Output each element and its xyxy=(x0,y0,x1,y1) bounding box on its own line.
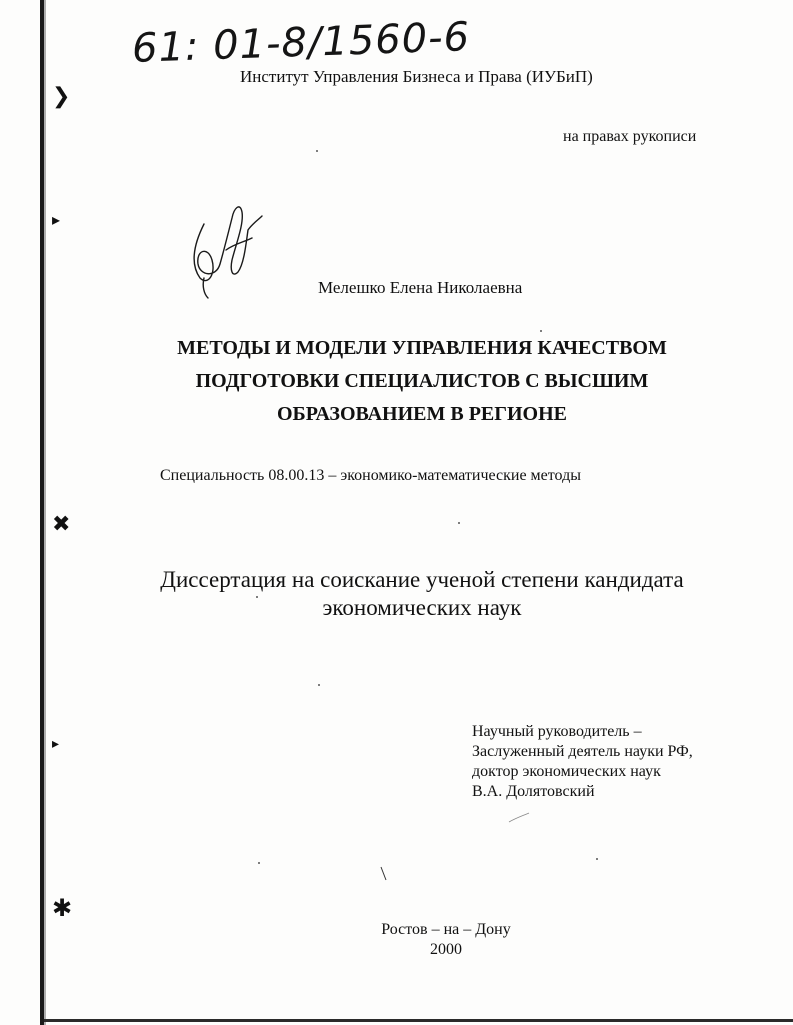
scan-speck xyxy=(458,522,460,524)
supervisor-block xyxy=(472,722,693,802)
title-line: ПОДГОТОВКИ СПЕЦИАЛИСТОВ С ВЫСШИМ xyxy=(195,370,649,392)
scan-speck xyxy=(316,150,318,152)
punch-hole-mark-icon: ▸ xyxy=(52,210,61,229)
degree-statement xyxy=(120,566,724,622)
punch-hole-mark-icon: ▸ xyxy=(52,736,60,752)
institute-name: Институт Управления Бизнеса и Права (ИУБиП) xyxy=(240,67,593,86)
author-name: Мелешко Елена Николаевна xyxy=(318,278,523,297)
specialty-line: Специальность 08.00.13 – экономико-математические методы xyxy=(160,467,581,484)
punch-hole-mark-icon: ❯ xyxy=(52,84,71,109)
library-stamp-number: 61: 01-8/1560-6 xyxy=(131,14,471,72)
scan-speck xyxy=(540,330,542,332)
year: 2000 xyxy=(430,941,462,958)
degree-line: экономических наук xyxy=(322,595,522,620)
punch-hole-mark-icon: ✖ xyxy=(52,512,71,537)
place-and-year xyxy=(346,920,546,960)
scan-binding-shadow xyxy=(44,0,46,1025)
supervisor-line: Заслуженный деятель науки РФ, xyxy=(472,743,693,760)
supervisor-line: Научный руководитель – xyxy=(472,723,642,740)
dissertation-title xyxy=(120,332,724,431)
signature-icon xyxy=(186,194,266,304)
scan-scratch xyxy=(380,866,388,882)
supervisor-line: доктор экономических наук xyxy=(472,763,661,780)
scan-speck xyxy=(596,858,598,860)
degree-line: Диссертация на соискание ученой степени кандидата xyxy=(160,567,684,592)
scan-speck xyxy=(258,862,260,864)
manuscript-rights-note: на правах рукописи xyxy=(563,128,697,145)
scan-speck xyxy=(256,596,258,598)
title-line: МЕТОДЫ И МОДЕЛИ УПРАВЛЕНИЯ КАЧЕСТВОМ xyxy=(177,337,667,359)
scan-bottom-edge xyxy=(44,1019,793,1022)
punch-hole-mark-icon: ✱ xyxy=(52,894,73,922)
city-name: Ростов – на – Дону xyxy=(381,921,511,938)
scan-speck xyxy=(318,684,320,686)
scan-scratch xyxy=(508,812,530,824)
supervisor-line: В.А. Долятовский xyxy=(472,783,595,800)
title-line: ОБРАЗОВАНИЕМ В РЕГИОНЕ xyxy=(277,403,567,425)
